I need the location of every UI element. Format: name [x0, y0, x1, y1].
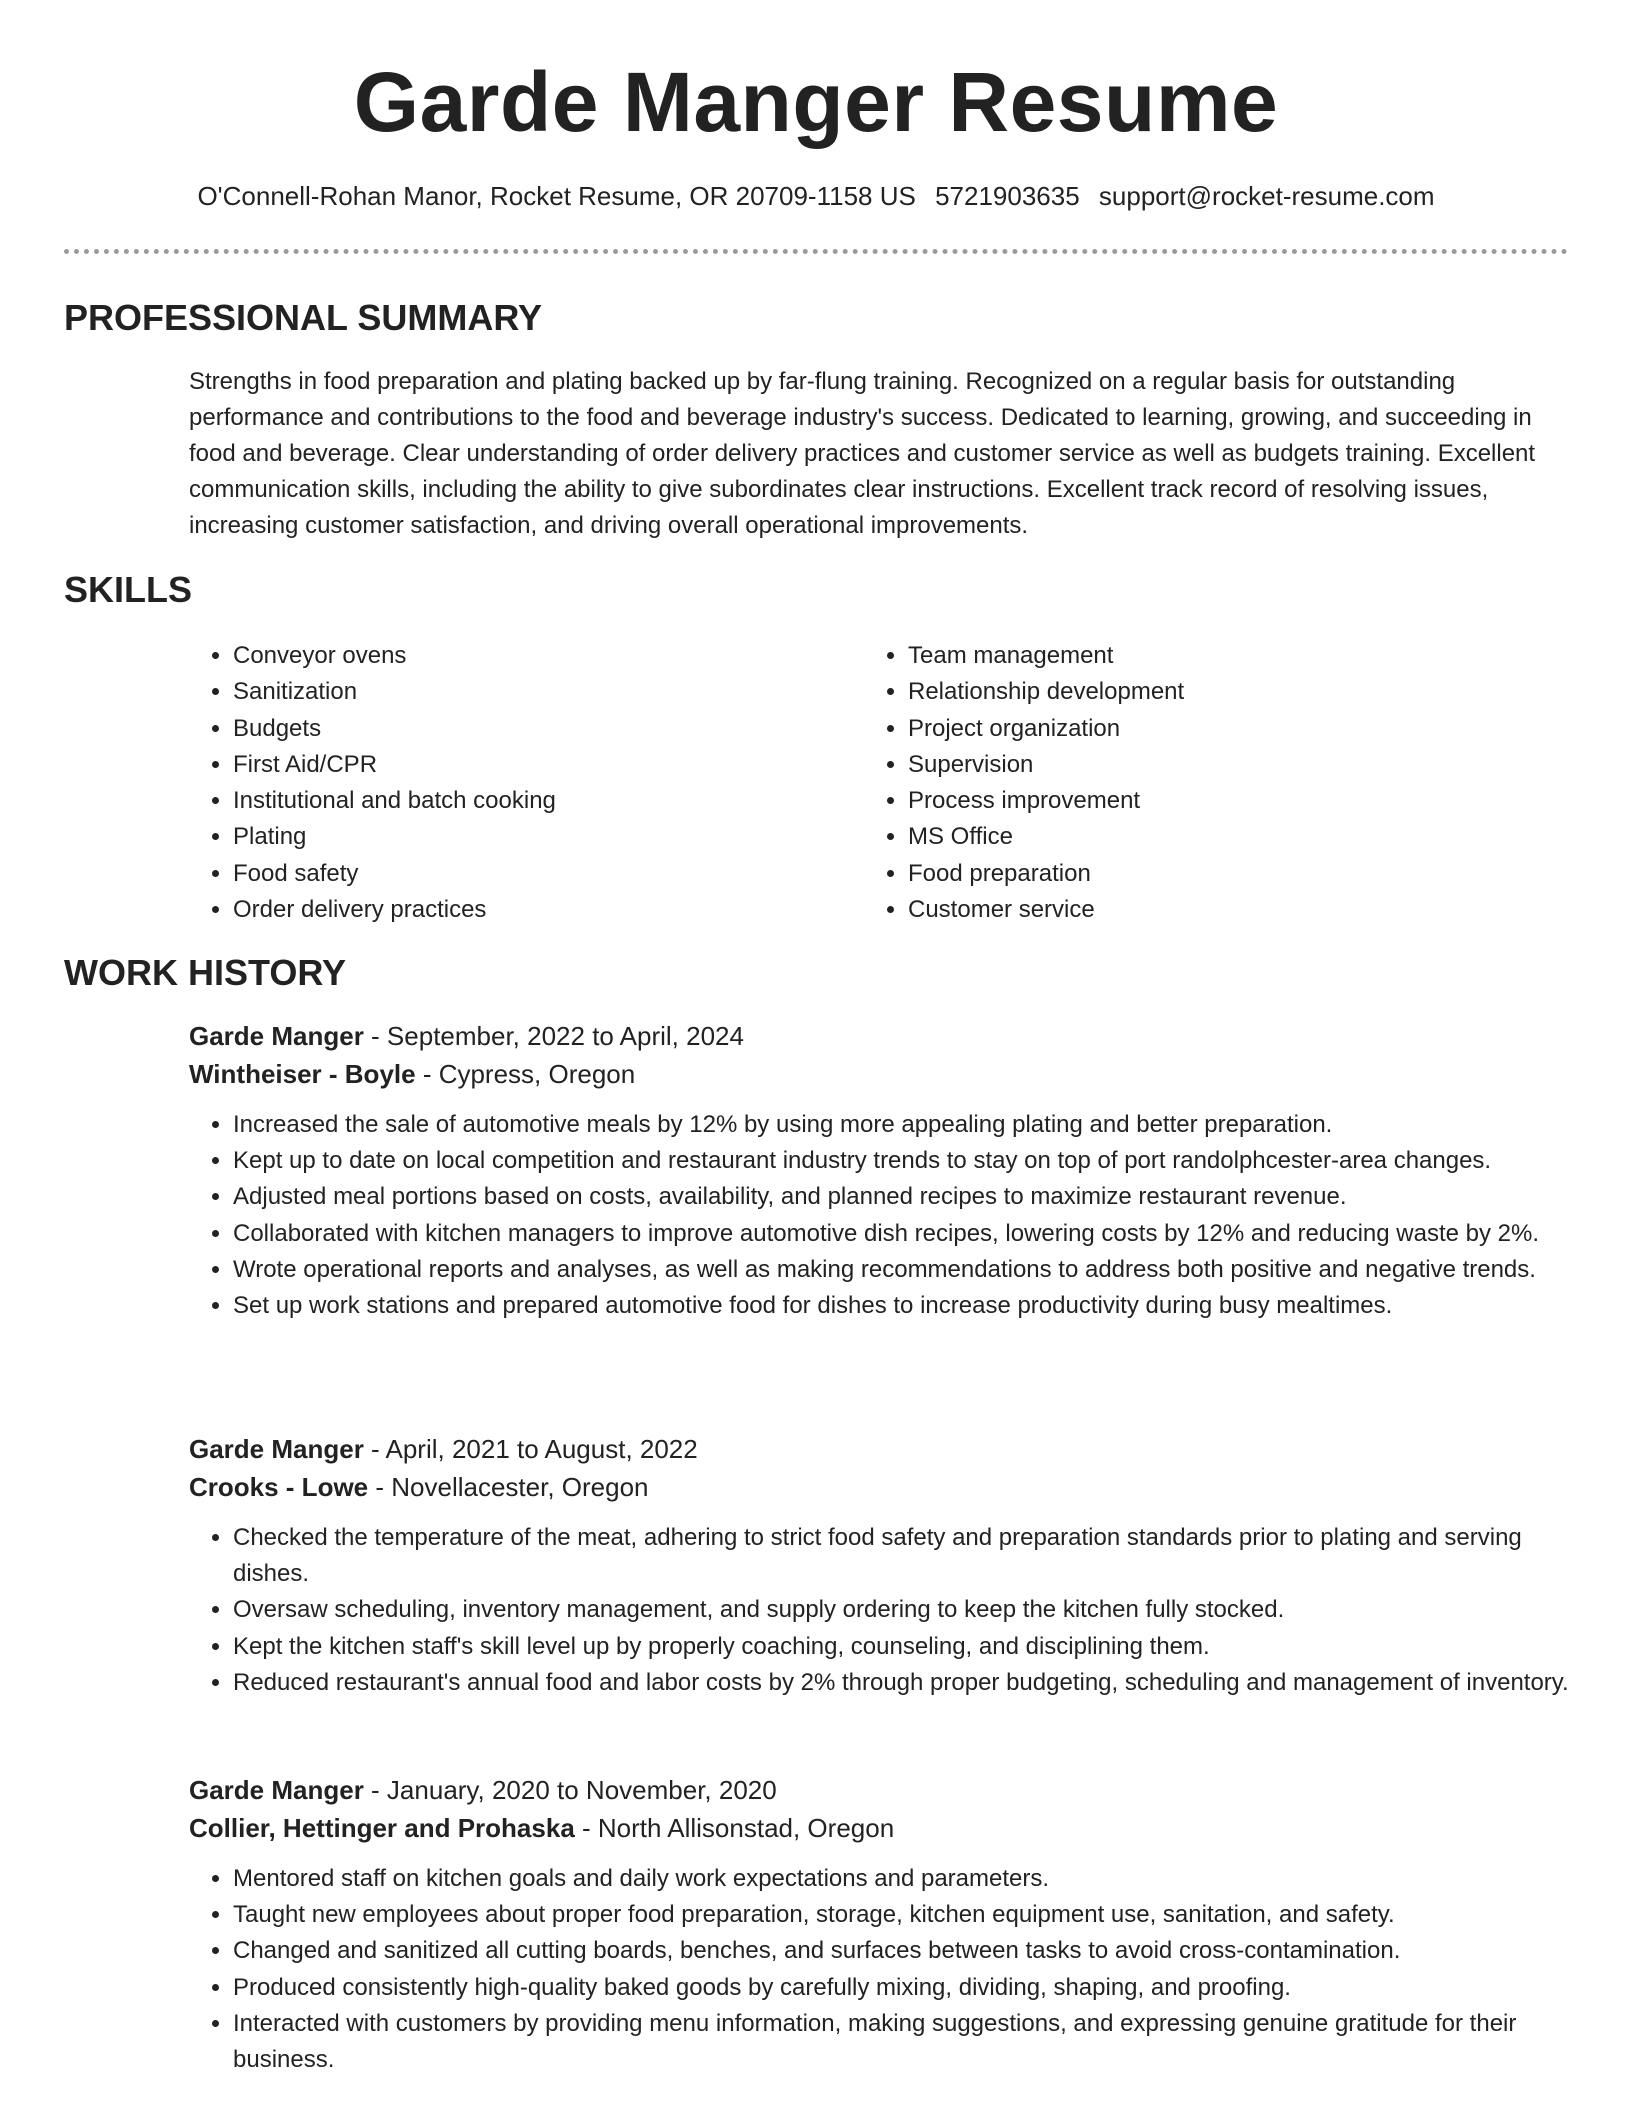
job-bullet: • Collaborated with kitchen managers to improve automotive dish recipes, lowering costs by 12% and reducing waste by 2%.	[233, 1216, 1569, 1252]
skill-item: • Process improvement	[908, 783, 1184, 819]
job-entry	[189, 1430, 1569, 1701]
job-bullet: • Interacted with customers by providing menu information, making suggestions, and expressing genuine gratitude for their business.	[233, 2006, 1569, 2078]
job-bullet: • Wrote operational reports and analyses, as well as making recommendations to address both positive and negative trends.	[233, 1252, 1569, 1288]
job-title: Garde Manger	[189, 1434, 364, 1464]
job-bullet: • Reduced restaurant's annual food and labor costs by 2% through proper budgeting, scheduling and management of inventory.	[233, 1665, 1569, 1701]
job-bullet: • Checked the temperature of the meat, adhering to strict food safety and preparation standards prior to plating and serving dishes.	[233, 1520, 1569, 1592]
job-location: - Cypress, Oregon	[415, 1059, 636, 1089]
contact-address: O'Connell-Rohan Manor, Rocket Resume, OR 20709-1158 US	[197, 181, 916, 211]
skill-item: • Project organization	[908, 711, 1184, 747]
summary-text: Strengths in food preparation and plating backed up by far-flung training. Recognized on a regular basis for outstanding performance and contributions to the food and beverage industry's success. Dedicated to learning, growing, and succeeding in food and beverage. Clear understanding of order delivery practices and customer service as well as budgets training. Excellent communication skills, including the ability to give subordinates clear instructions. Excellent track record of resolving issues, increasing customer satisfaction, and driving overall operational improvements.	[189, 368, 1536, 539]
job-bullet: • Increased the sale of automotive meals by 12% by using more appealing plating and better preparation.	[233, 1107, 1569, 1143]
job-entry	[189, 1017, 1569, 1324]
job-dates: - January, 2020 to November, 2020	[363, 1775, 777, 1805]
contact-phone: 5721903635	[935, 181, 1080, 211]
job-bullet: • Adjusted meal portions based on costs, availability, and planned recipes to maximize restaurant revenue.	[233, 1179, 1569, 1215]
skill-item: • MS Office	[908, 819, 1184, 855]
job-bullet-list	[189, 1861, 1569, 2078]
skill-item: • First Aid/CPR	[233, 747, 556, 783]
skill-item: • Order delivery practices	[233, 892, 556, 928]
job-company-line	[189, 1468, 1569, 1506]
skill-item: • Plating	[233, 819, 556, 855]
skills-list-right	[864, 638, 1184, 928]
skill-item: • Conveyor ovens	[233, 638, 556, 674]
resume-title: Garde Manger Resume	[353, 55, 1279, 149]
skill-item: • Relationship development	[908, 674, 1184, 710]
job-company-line	[189, 1055, 1569, 1093]
skills-list-left	[189, 638, 556, 928]
skill-item: • Food safety	[233, 856, 556, 892]
job-bullet-list	[189, 1520, 1569, 1701]
skills-heading: SKILLS	[64, 569, 193, 610]
job-company-line	[189, 1809, 1569, 1847]
job-entry	[189, 1771, 1569, 2078]
job-bullet: • Mentored staff on kitchen goals and daily work expectations and parameters.	[233, 1861, 1569, 1897]
job-company: Crooks - Lowe	[189, 1472, 369, 1502]
job-bullet: • Kept up to date on local competition and restaurant industry trends to stay on top of port randolphcester-area changes.	[233, 1143, 1569, 1179]
skill-item: • Supervision	[908, 747, 1184, 783]
job-bullet: • Taught new employees about proper food preparation, storage, kitchen equipment use, sanitation, and safety.	[233, 1897, 1569, 1933]
job-bullet: • Changed and sanitized all cutting boards, benches, and surfaces between tasks to avoid cross-contamination.	[233, 1933, 1569, 1969]
skill-item: • Sanitization	[233, 674, 556, 710]
skill-item: • Food preparation	[908, 856, 1184, 892]
job-title: Garde Manger	[189, 1775, 364, 1805]
job-company: Wintheiser - Boyle	[189, 1059, 416, 1089]
job-title-line	[189, 1771, 1569, 1809]
skill-item: • Institutional and batch cooking	[233, 783, 556, 819]
job-title: Garde Manger	[189, 1021, 364, 1051]
skill-item: • Customer service	[908, 892, 1184, 928]
job-dates: - September, 2022 to April, 2024	[363, 1021, 744, 1051]
job-dates: - April, 2021 to August, 2022	[363, 1434, 698, 1464]
skill-item: • Team management	[908, 638, 1184, 674]
job-company: Collier, Hettinger and Prohaska	[189, 1813, 575, 1843]
job-bullet: • Oversaw scheduling, inventory management, and supply ordering to keep the kitchen fully stocked.	[233, 1592, 1569, 1628]
job-bullet: • Produced consistently high-quality baked goods by carefully mixing, dividing, shaping, and proofing.	[233, 1970, 1569, 2006]
job-bullet-list	[189, 1107, 1569, 1324]
job-bullet: • Kept the kitchen staff's skill level up by properly coaching, counseling, and disciplining them.	[233, 1629, 1569, 1665]
job-title-line	[189, 1430, 1569, 1468]
job-location: - North Allisonstad, Oregon	[574, 1813, 895, 1843]
work-history-heading: WORK HISTORY	[64, 952, 347, 993]
job-title-line	[189, 1017, 1569, 1055]
skill-item: • Budgets	[233, 711, 556, 747]
job-bullet: • Set up work stations and prepared automotive food for dishes to increase productivity during busy mealtimes.	[233, 1288, 1569, 1324]
job-location: - Novellacester, Oregon	[368, 1472, 649, 1502]
contact-line	[0, 178, 1632, 214]
summary-heading: PROFESSIONAL SUMMARY	[64, 297, 543, 338]
contact-email: support@rocket-resume.com	[1098, 181, 1435, 211]
header-divider	[64, 249, 1568, 254]
